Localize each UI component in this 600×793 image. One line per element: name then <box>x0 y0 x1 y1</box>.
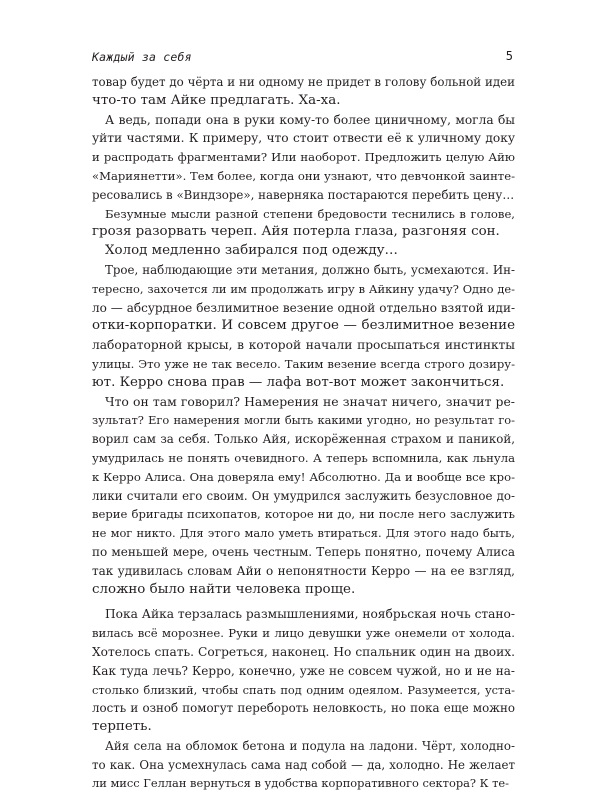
text-line: зультат? Его намерения могли быть какими угодно, но результат го- <box>92 413 515 428</box>
text-line: тересно, захочется ли им продолжать игру в Айкину удачу? Одно де- <box>92 281 515 296</box>
text-line: товар будет до чёрта и ни одному не придет в голову больной идеи <box>92 75 515 89</box>
text-line: Безумные мысли разной степени бредовости теснились в голове, <box>105 206 515 221</box>
text-line: Что он там говорил? Намерения не значат ничего, значит ре- <box>105 393 515 409</box>
text-line: не мог никто. Для этого мало уметь втираться. Для этого надо быть, <box>92 526 515 541</box>
paragraph <box>92 205 515 243</box>
page-number: 5 <box>505 49 513 63</box>
paragraph <box>92 261 515 393</box>
text-line: ло — абсурдное безлимитное везение одной отдельно взятой иди- <box>92 300 515 315</box>
text-line: Как туда лечь? Керро, конечно, уже не совсем чужой, но и не на- <box>92 663 515 678</box>
paragraph <box>92 111 515 205</box>
running-head: Каждый за себя <box>92 50 192 64</box>
text-line: Пока Айка терзалась размышлениями, ноябрьская ночь стано- <box>105 607 515 622</box>
text-line: верие бригады психопатов, которое ни до, ни после него заслужить <box>92 507 515 522</box>
text-line: А ведь, попади она в руки кому-то более циничному, могла бы <box>105 112 515 127</box>
text-line: Айя села на обломок бетона и подула на ладони. Чёрт, холодно- <box>105 738 515 753</box>
text-line: столько близкий, чтобы спать под одним одеялом. Разумеется, уста- <box>92 682 515 697</box>
paragraph <box>92 605 515 737</box>
text-line: лики считали его своим. Он умудрился заслужить безусловное до- <box>92 488 515 503</box>
text-line: Трое, наблюдающие эти метания, должно быть, усмехаются. Ин- <box>105 262 515 277</box>
text-line: ли мисс Геллан вернуться в удобства корпоративного сектора? К те- <box>92 776 509 791</box>
text-line: и распродать фрагментами? Или наоборот. Предложить целую Айю <box>92 150 515 165</box>
text-line: ресовались в «Виндзоре», наверняка постараются перебить цену… <box>92 187 515 202</box>
text-line: так удивилась словам Айи о непонятности Керро — на ее взгляд, <box>92 563 515 578</box>
text-line: сложно было найти человека проще. <box>92 581 356 597</box>
text-line: умудрилась не понять очевидного. А теперь вспомнила, как льнула <box>92 450 515 465</box>
text-line: терпеть. <box>92 719 152 735</box>
text-line: по меньшей мере, очень честным. Теперь понятно, почему Алиса <box>92 544 515 559</box>
text-line: улицы. Это уже не так весело. Таким везение всегда строго дозиру- <box>92 356 515 371</box>
body-text <box>92 73 515 793</box>
text-line: грозя разорвать череп. Айя потерла глаза, разгоняя сон. <box>92 224 500 240</box>
text-line: лость и озноб помогут перебороть неловкость, но пока еще можно <box>92 701 515 716</box>
text-line: вилась всё морознее. Руки и лицо девушки уже онемели от холода. <box>92 626 515 641</box>
paragraph <box>92 737 515 793</box>
paragraph <box>92 393 515 600</box>
text-line: уйти частями. К примеру, что стоит отвести её к уличному доку <box>92 131 515 146</box>
text-line: к Керро Алиса. Она доверяла ему! Абсолютно. Да и вообще все кро- <box>92 469 515 484</box>
text-line: ворил сам за себя. Только Айя, искорёженная страхом и паникой, <box>92 432 515 447</box>
text-line: Холод медленно забирался под одежду… <box>105 243 398 259</box>
text-line: ют. Керро снова прав — лафа вот-вот может закончиться. <box>92 374 505 390</box>
text-line: «Мариянетти». Тем более, когда они узнают, что девчонкой заинте- <box>92 168 515 183</box>
text-line: то как. Она усмехнулась сама над собой — да, холодно. Не желает <box>92 757 515 772</box>
text-line: лабораторной крысы, в которой начали просыпаться инстинкты <box>92 338 515 353</box>
paragraph <box>92 73 515 111</box>
paragraph <box>92 242 515 261</box>
text-line: отки-корпоратки. И совсем другое — безлимитное везение <box>92 318 515 334</box>
text-line: Хотелось спать. Согреться, наконец. Но спальник один на двоих. <box>92 644 515 659</box>
text-line: что-то там Айке предлагать. Ха-ха. <box>92 92 341 108</box>
